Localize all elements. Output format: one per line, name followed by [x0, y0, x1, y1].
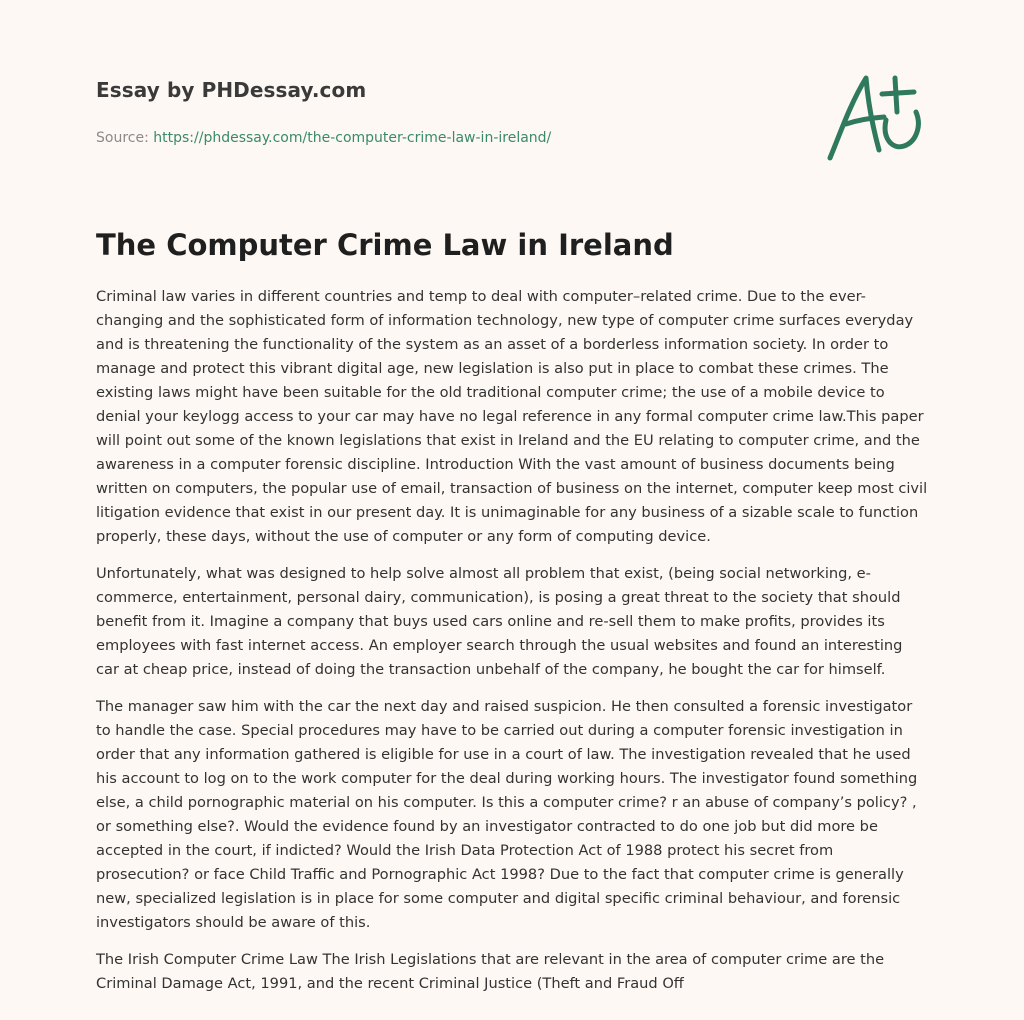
- paragraph-1: Criminal law varies in different countries and temp to deal with computer–related crime. Due to the ever-changing and the sophisticated form of information technology, new type of computer crime surfaces everyday and is threatening the functionality of the system as an asset of a borderless information society. In order to manage and protect this vibrant digital age, new legislation is also put in place to combat these crimes. The existing laws might have been suitable for the old traditional computer crime; the use of a mobile device to denial your keylogg access to your car may have no legal reference in any formal computer crime law.This paper will point out some of the known legislations that exist in Ireland and the EU relating to computer crime, and the awareness in a computer forensic discipline. Introduction With the vast amount of business documents being written on computers, the popular use of email, transaction of business on the internet, computer keep most civil litigation evidence that exist in our present day. It is unimaginable for any business of a sizable scale to function properly, these days, without the use of computer or any form of computing device.: [96, 288, 928, 545]
- source-line: [96, 128, 796, 148]
- paragraph-3: The manager saw him with the car the next day and raised suspicion. He then consulted a forensic investigator to handle the case. Special procedures may have to be carried out during a computer forensic investigation in order that any information gathered is eligible for use in a court of law. The investigation revealed that he used his account to log on to the work computer for the deal during working hours. The investigator found something else, a child pornographic material on his computer. Is this a computer crime? r an abuse of company’s policy? , or something else?. Would the evidence found by an investigator contracted to do one job but did more be accepted in the court, if indicted? Would the Irish Data Protection Act of 1988 protect his secret from prosecution? or face Child Traffic and Pornographic Act 1998? Due to the fact that computer crime is generally new, specialized legislation is in place for some computer and digital specific criminal behaviour, and forensic investigators should be aware of this.: [96, 698, 918, 931]
- a-plus-grade-icon: [818, 66, 930, 166]
- essay-header: [96, 76, 796, 148]
- paragraph-2: Unfortunately, what was designed to help solve almost all problem that exist, (being social networking, e-commerce, entertainment, personal dairy, communication), is posing a great threat to the society that should benefit from it. Imagine a company that buys used cars online and re-sell them to make profits, provides its employees with fast internet access. An employer search through the usual websites and found an interesting car at cheap price, instead of doing the transaction unbehalf of the company, he bought the car for himself.: [96, 565, 903, 678]
- essay-title: The Computer Crime Law in Ireland: [96, 228, 674, 262]
- source-link[interactable]: https://phdessay.com/the-computer-crime-law-in-ireland/: [153, 130, 552, 146]
- essay-body: [96, 285, 928, 1009]
- paragraph-4: The Irish Computer Crime Law The Irish Legislations that are relevant in the area of computer crime are the Criminal Damage Act, 1991, and the recent Criminal Justice (Theft and Fraud Off: [96, 951, 885, 992]
- brand-title: Essay by PHDessay.com: [96, 78, 367, 102]
- source-label: Source:: [96, 130, 149, 146]
